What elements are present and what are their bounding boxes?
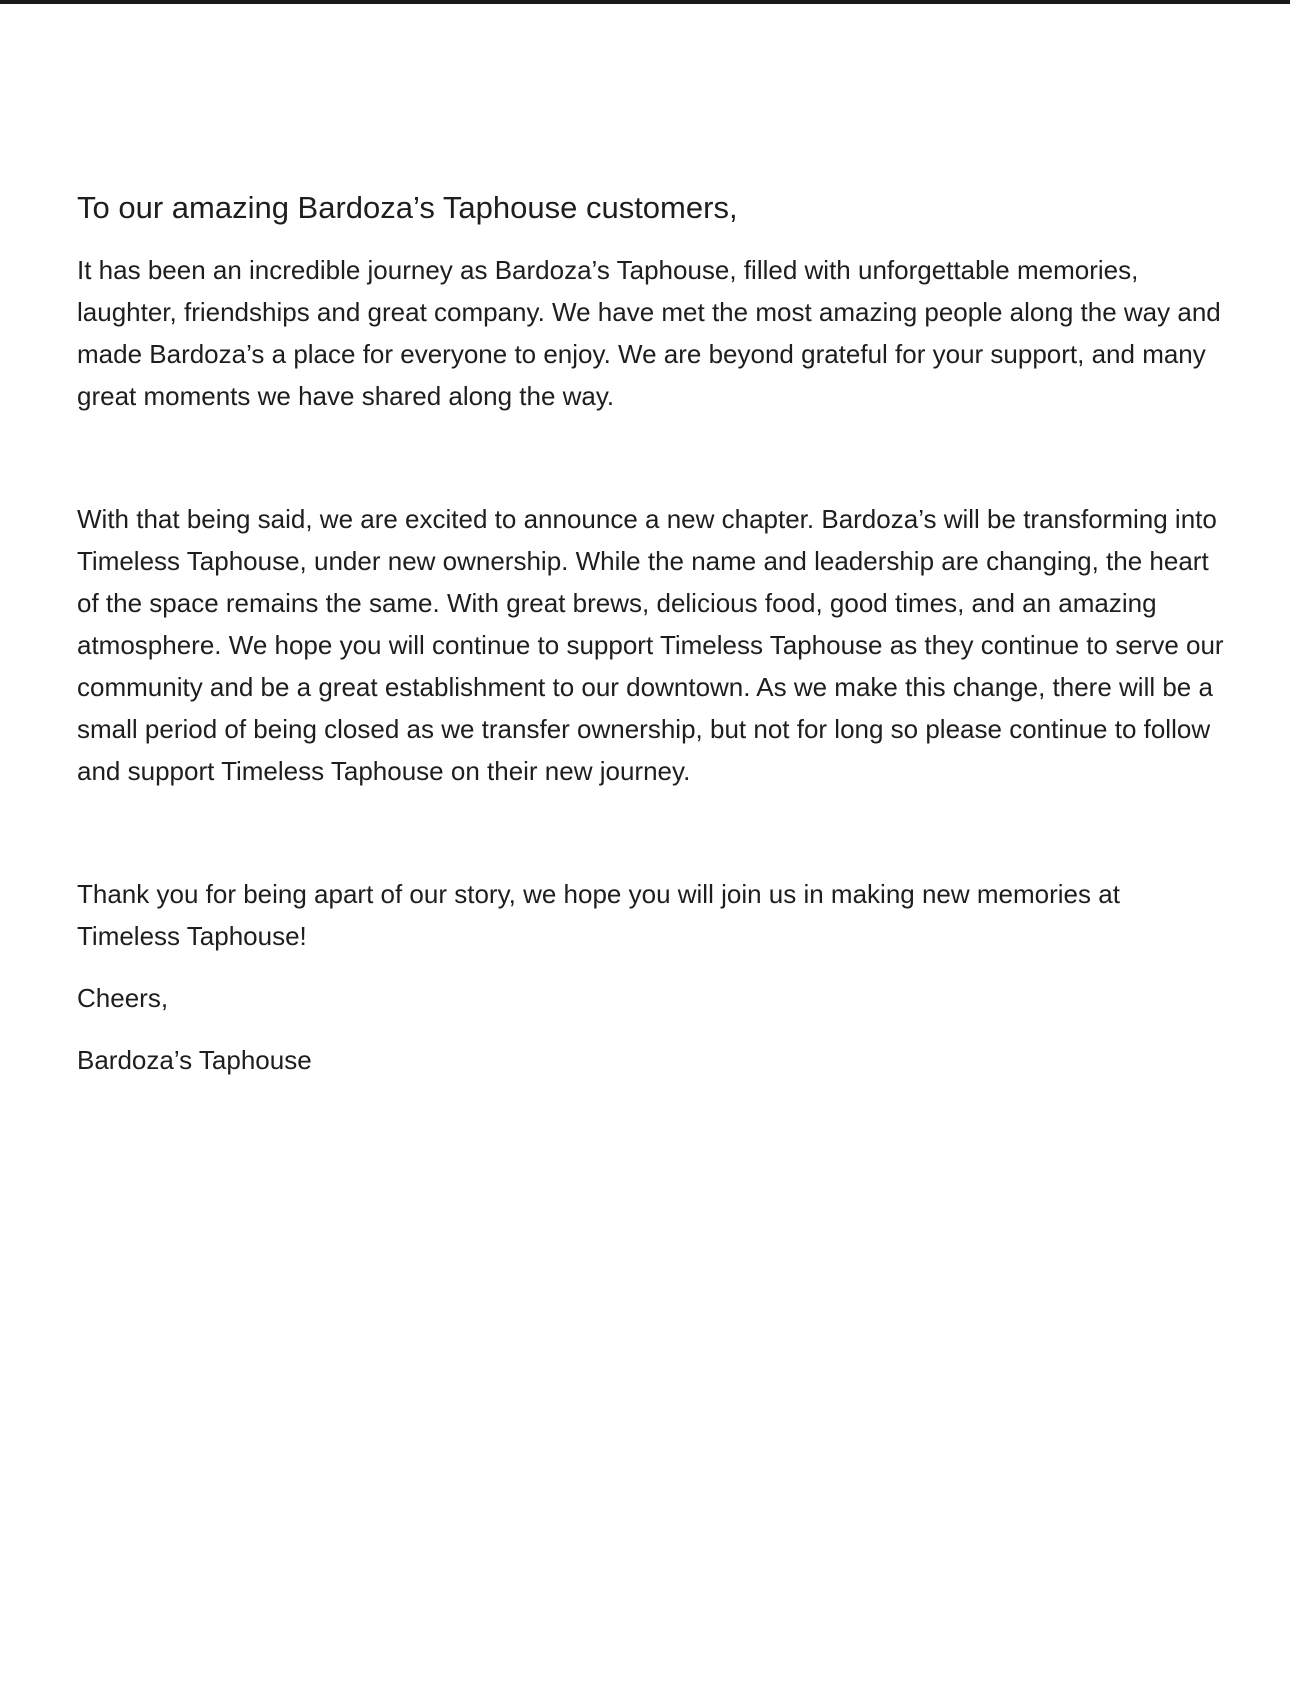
letter-paragraph: It has been an incredible journey as Bardoza’s Taphouse, filled with unforgettable memories, laughter, friendships and great company. We have met the most amazing people along the way and made Bardoza’s a place for everyone to enjoy. We are beyond grateful for your support, and many great moments we have shared along the way.: [77, 255, 1221, 411]
letter-greeting: To our amazing Bardoza’s Taphouse customers,: [77, 190, 738, 225]
letter-body: [77, 187, 1227, 1081]
letter-paragraph: With that being said, we are excited to announce a new chapter. Bardoza’s will be transforming into Timeless Taphouse, under new ownership. While the name and leadership are changing, the heart of the space remains the same. With great brews, delicious food, good times, and an amazing atmosphere. We hope you will continue to support Timeless Taphouse as they continue to serve our community and be a great establishment to our downtown. As we make this change, there will be a small period of being closed as we transfer ownership, but not for long so please continue to follow and support Timeless Taphouse on their new journey.: [77, 504, 1224, 786]
letter-closing: Cheers,: [77, 983, 169, 1013]
letter-paragraph: Thank you for being apart of our story, we hope you will join us in making new memories at Timeless Taphouse!: [77, 879, 1120, 951]
letter-signature: Bardoza’s Taphouse: [77, 1045, 312, 1075]
